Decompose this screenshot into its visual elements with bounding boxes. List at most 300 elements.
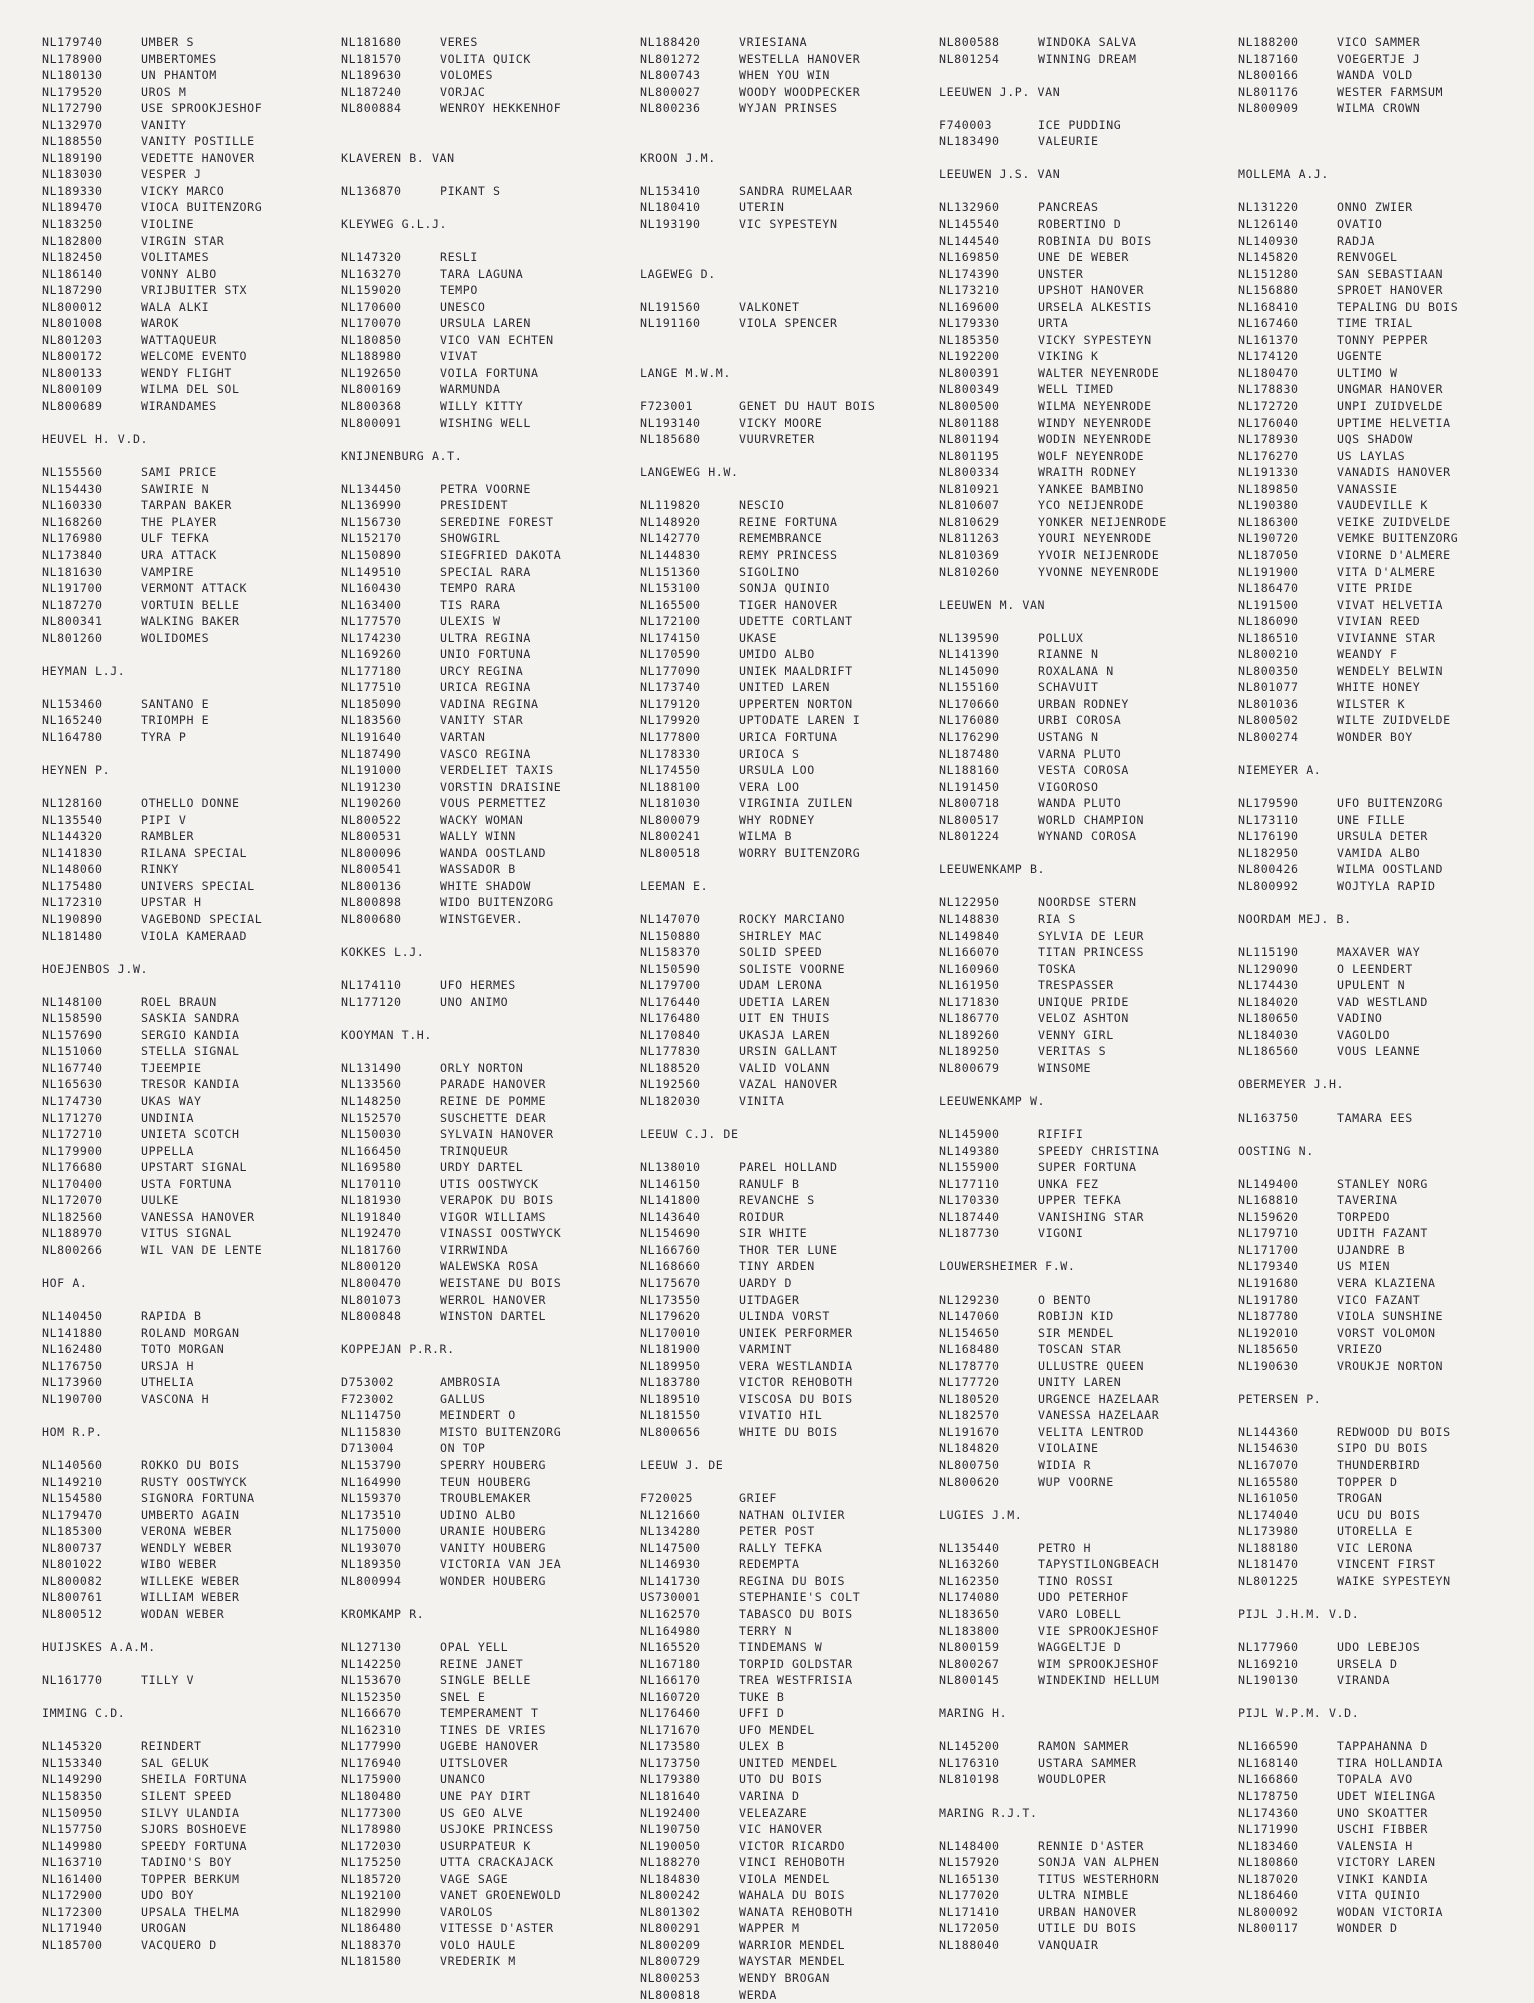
horse-name: TAMARA EES (1337, 1110, 1413, 1125)
horse-name: VORTUIN BELLE (141, 597, 240, 612)
horse-entry (1238, 1275, 1498, 1292)
horse-name: TREA WESTFRISIA (739, 1673, 853, 1688)
registration-code: NL127130 (341, 1640, 402, 1655)
horse-entry (42, 1788, 340, 1805)
horse-name: UNIETA SCOTCH (141, 1127, 240, 1142)
horse-entry (640, 944, 938, 961)
horse-name: NESCIO (739, 498, 785, 513)
horse-name: UKASE (739, 630, 777, 645)
horse-name: ROLAND MORGAN (141, 1325, 240, 1340)
registration-code: NL168260 (42, 514, 103, 529)
registration-code: NL179120 (640, 696, 701, 711)
registration-code: NL185650 (1238, 1342, 1299, 1357)
registration-code: NL136870 (341, 183, 402, 198)
registration-code: NL191640 (341, 729, 402, 744)
horse-name: US GEO ALVE (440, 1805, 524, 1820)
horse-name: VIC HANOVER (739, 1822, 823, 1837)
horse-name: ULLUSTRE QUEEN (1038, 1358, 1145, 1373)
horse-entry (1238, 282, 1498, 299)
horse-name: URSULA LOO (739, 763, 815, 778)
horse-entry (939, 729, 1237, 746)
registration-code: NL145820 (1238, 250, 1299, 265)
horse-name: VONNY ALBO (141, 266, 217, 281)
registration-code: NL800848 (341, 1309, 402, 1324)
horse-entry (939, 199, 1237, 216)
horse-entry (1238, 1838, 1498, 1855)
horse-name: URDY DARTEL (440, 1160, 524, 1175)
horse-name: WAROK (141, 316, 179, 331)
horse-entry (640, 1043, 938, 1060)
horse-entry (939, 299, 1237, 316)
owner-heading: LEEUWEN M. VAN (939, 597, 1046, 612)
registration-code: NL186470 (1238, 581, 1299, 596)
horse-entry (1238, 1738, 1498, 1755)
horse-name: ULEXIS W (440, 614, 501, 629)
horse-entry (341, 564, 639, 581)
horse-entry (1238, 1573, 1498, 1590)
registration-code: NL178770 (939, 1358, 1000, 1373)
registration-code: NL801188 (939, 415, 1000, 430)
horse-name: WILTE ZUIDVELDE (1337, 713, 1451, 728)
registration-code: NL191560 (640, 299, 701, 314)
horse-name: SONJA VAN ALPHEN (1038, 1855, 1160, 1870)
horse-entry (939, 977, 1237, 994)
horse-name: VIVAT HELVETIA (1337, 597, 1444, 612)
horse-entry (939, 547, 1237, 564)
horse-entry (341, 315, 639, 332)
registration-code: NL800079 (640, 812, 701, 827)
horse-entry (640, 1920, 938, 1937)
registration-code: NL143640 (640, 1209, 701, 1224)
registration-code: NL800743 (640, 68, 701, 83)
registration-code: NL800898 (341, 895, 402, 910)
horse-name: UFO HERMES (440, 978, 516, 993)
horse-name: VOUS PERMETTEZ (440, 796, 547, 811)
horse-name: WELL TIMED (1038, 382, 1114, 397)
registration-code: NL140450 (42, 1309, 103, 1324)
horse-entry (341, 249, 639, 266)
horse-entry (1238, 861, 1498, 878)
horse-entry (42, 1904, 340, 1921)
horse-name: RUSTY OOSTWYCK (141, 1474, 248, 1489)
horse-name: TONNY PEPPER (1337, 332, 1428, 347)
registration-code: NL189470 (42, 200, 103, 215)
horse-entry (341, 1474, 639, 1491)
registration-code: NL178330 (640, 746, 701, 761)
horse-entry (1238, 1805, 1498, 1822)
horse-name: VASCONA H (141, 1391, 210, 1406)
horse-entry (1238, 514, 1498, 531)
horse-entry (42, 1490, 340, 1507)
blank-line (1238, 1589, 1498, 1606)
horse-entry (640, 663, 938, 680)
horse-name: UROGAN (141, 1921, 187, 1936)
horse-name: UPSTAR H (141, 895, 202, 910)
horse-name: TORPEDO (1337, 1209, 1391, 1224)
registration-code: NL179740 (42, 35, 103, 49)
registration-code: NL177800 (640, 729, 701, 744)
owner-heading: HOF A. (42, 1276, 88, 1291)
horse-entry (640, 1292, 938, 1309)
horse-entry (341, 845, 639, 862)
horse-name: UNIVERS SPECIAL (141, 878, 255, 893)
horse-name: WASSADOR B (440, 862, 516, 877)
owner-heading: MARING H. (939, 1706, 1008, 1721)
registration-code: NL182990 (341, 1904, 402, 1919)
registration-code: NL800027 (640, 84, 701, 99)
horse-entry (939, 1341, 1237, 1358)
horse-name: UTIS OOSTWYCK (440, 1176, 539, 1191)
horse-name: SERGIO KANDIA (141, 1027, 240, 1042)
horse-name: VOLO HAULE (440, 1937, 516, 1952)
horse-entry (341, 1407, 639, 1424)
horse-entry (640, 1407, 938, 1424)
blank-line (341, 1325, 639, 1342)
horse-name: VIOLA SPENCER (739, 316, 838, 331)
horse-name: TINDEMANS W (739, 1640, 823, 1655)
registration-code: NL184020 (1238, 994, 1299, 1009)
registration-code: NL176460 (640, 1706, 701, 1721)
horse-entry (42, 1027, 340, 1044)
registration-code: NL177570 (341, 614, 402, 629)
horse-entry (640, 613, 938, 630)
registration-code: NL192560 (640, 1077, 701, 1092)
horse-entry (42, 812, 340, 829)
horse-entry (341, 1689, 639, 1706)
horse-name: VERITAS S (1038, 1044, 1107, 1059)
horse-name: WISHING WELL (440, 415, 531, 430)
horse-entry (939, 332, 1237, 349)
horse-name: VICKY MOORE (739, 415, 823, 430)
horse-name: WEANDY F (1337, 647, 1398, 662)
horse-name: ONNO ZWIER (1337, 200, 1413, 215)
registration-code: NL148400 (939, 1838, 1000, 1853)
registration-code: NL164990 (341, 1474, 402, 1489)
registration-code: NL162480 (42, 1342, 103, 1357)
horse-name: PETRO H (1038, 1540, 1092, 1555)
horse-entry (939, 1771, 1237, 1788)
blank-line (640, 117, 938, 134)
blank-line (640, 481, 938, 498)
registration-code: NL147500 (640, 1540, 701, 1555)
horse-name: SIR MENDEL (1038, 1325, 1114, 1340)
horse-entry (341, 1540, 639, 1557)
horse-name: STANLEY NORG (1337, 1176, 1428, 1191)
horse-entry (939, 249, 1237, 266)
registration-code: NL801224 (939, 829, 1000, 844)
registration-code: NL161950 (939, 978, 1000, 993)
registration-code: NL181900 (640, 1342, 701, 1357)
horse-name: WINSTON DARTEL (440, 1309, 547, 1324)
blank-line (1238, 1093, 1498, 1110)
horse-entry (640, 1159, 938, 1176)
horse-name: USJOKE PRINCESS (440, 1822, 554, 1837)
horse-name: UN PHANTOM (141, 68, 217, 83)
horse-name: ICE PUDDING (1038, 117, 1122, 132)
horse-entry (1238, 1904, 1498, 1921)
blank-line (341, 133, 639, 150)
horse-name: URBAN HANOVER (1038, 1904, 1137, 1919)
horse-entry (939, 1838, 1237, 1855)
horse-entry (640, 183, 938, 200)
horse-name: WONDER D (1337, 1921, 1398, 1936)
horse-name: UNITED MENDEL (739, 1755, 838, 1770)
horse-name: SPROET HANOVER (1337, 283, 1444, 298)
horse-name: VITE PRIDE (1337, 581, 1413, 596)
horse-name: TYRA P (141, 729, 187, 744)
registration-code: NL148830 (939, 911, 1000, 926)
horse-name: UQS SHADOW (1337, 432, 1413, 447)
horse-entry (939, 646, 1237, 663)
horse-entry (1238, 564, 1498, 581)
horse-name: VOUS LEANNE (1337, 1044, 1421, 1059)
registration-code: NL170590 (640, 647, 701, 662)
horse-entry (42, 729, 340, 746)
registration-code: NL172710 (42, 1127, 103, 1142)
horse-entry (341, 381, 639, 398)
horse-entry (1238, 1043, 1498, 1060)
registration-code: NL162570 (640, 1606, 701, 1621)
registration-code: NL800145 (939, 1673, 1000, 1688)
horse-name: UITSLOVER (440, 1755, 509, 1770)
registration-code: NL179340 (1238, 1259, 1299, 1274)
horse-name: GALLUS (440, 1391, 486, 1406)
horse-name: OTHELLO DONNE (141, 796, 240, 811)
horse-name: TOPALA AVO (1337, 1772, 1413, 1787)
registration-code: NL801176 (1238, 84, 1299, 99)
blank-line (939, 845, 1237, 862)
registration-code: NL174150 (640, 630, 701, 645)
horse-entry (939, 1887, 1237, 1904)
registration-code: NL162310 (341, 1722, 402, 1737)
registration-code: NL188100 (640, 779, 701, 794)
horse-name: SEREDINE FOREST (440, 514, 554, 529)
horse-entry (1238, 994, 1498, 1011)
registration-code: NL122950 (939, 895, 1000, 910)
blank-line (1238, 1060, 1498, 1077)
horse-name: VAMPIRE (141, 564, 195, 579)
horse-name: UTO DU BOIS (739, 1772, 823, 1787)
horse-name: VIOLAINE (1038, 1441, 1099, 1456)
horse-entry (42, 514, 340, 531)
registration-code: NL800092 (1238, 1904, 1299, 1919)
horse-name: UDITH FAZANT (1337, 1226, 1428, 1241)
horse-entry (341, 779, 639, 796)
horse-name: WOLF NEYENRODE (1038, 448, 1145, 463)
horse-entry (939, 1060, 1237, 1077)
horse-name: VIOLA KAMERAAD (141, 928, 248, 943)
blank-line (1238, 1159, 1498, 1176)
registration-code: NL132960 (939, 200, 1000, 215)
registration-code: NL162350 (939, 1573, 1000, 1588)
horse-entry (939, 1573, 1237, 1590)
horse-entry (640, 597, 938, 614)
horse-entry (1238, 266, 1498, 283)
blank-line (42, 1440, 340, 1457)
listing-column (939, 34, 1237, 1997)
registration-code: NL170840 (640, 1027, 701, 1042)
registration-code: NL166070 (939, 945, 1000, 960)
horse-entry (42, 216, 340, 233)
horse-name: WINSTGEVER. (440, 911, 524, 926)
horse-entry (1238, 448, 1498, 465)
blank-line (42, 977, 340, 994)
listing-column (341, 34, 639, 1997)
blank-line (939, 1076, 1237, 1093)
horse-entry (939, 1556, 1237, 1573)
horse-name: WRAITH RODNEY (1038, 465, 1137, 480)
horse-entry (640, 580, 938, 597)
horse-entry (1238, 1341, 1498, 1358)
horse-entry (341, 994, 639, 1011)
registration-code: NL186090 (1238, 614, 1299, 629)
horse-name: TAVERINA (1337, 1193, 1398, 1208)
owner-heading: LEEUWENKAMP W. (939, 1094, 1046, 1108)
horse-entry (341, 630, 639, 647)
owner-heading: LEEUWENKAMP B. (939, 862, 1046, 877)
horse-name: UNITY LAREN (1038, 1375, 1122, 1390)
registration-code: NL163260 (939, 1557, 1000, 1572)
horse-name: YOURI NEYENRODE (1038, 531, 1152, 546)
horse-name: THE PLAYER (141, 514, 217, 529)
horse-entry (640, 1424, 938, 1441)
horse-entry (939, 928, 1237, 945)
registration-code: NL154630 (1238, 1441, 1299, 1456)
horse-entry (341, 1771, 639, 1788)
horse-name: VRIEZO (1337, 1342, 1383, 1357)
horse-name: UMIDO ALBO (739, 647, 815, 662)
horse-name: ULF TEFKA (141, 531, 210, 546)
horse-name: VRIJBUITER STX (141, 283, 248, 298)
horse-name: WARMUNDA (440, 382, 501, 397)
registration-code: NL173510 (341, 1507, 402, 1522)
registration-code: NL800761 (42, 1590, 103, 1605)
horse-entry (341, 679, 639, 696)
horse-entry (341, 1440, 639, 1457)
blank-line (939, 1689, 1237, 1706)
horse-name: VANITY HOUBERG (440, 1540, 547, 1555)
horse-entry (42, 597, 340, 614)
horse-name: VARO LOBELL (1038, 1606, 1122, 1621)
blank-line (42, 1292, 340, 1309)
blank-line (939, 1821, 1237, 1838)
registration-code: NL150890 (341, 547, 402, 562)
registration-code: NL180470 (1238, 365, 1299, 380)
horse-name: VACQUERO D (141, 1937, 217, 1952)
registration-code: NL176040 (1238, 415, 1299, 430)
horse-name: ULTRA NIMBLE (1038, 1888, 1129, 1903)
horse-entry (640, 1788, 938, 1805)
horse-entry (939, 1192, 1237, 1209)
registration-code: NL175480 (42, 878, 103, 893)
registration-code: NL147320 (341, 250, 402, 265)
horse-entry (42, 696, 340, 713)
registration-code: NL176480 (640, 1011, 701, 1026)
horse-entry (939, 1656, 1237, 1673)
registration-code: NL179520 (42, 84, 103, 99)
horse-name: SHEILA FORTUNA (141, 1772, 248, 1787)
horse-entry (42, 133, 340, 150)
horse-entry (1238, 398, 1498, 415)
registration-code: NL153460 (42, 696, 103, 711)
horse-name: WENDLY WEBER (141, 1540, 232, 1555)
horse-entry (939, 679, 1237, 696)
horse-entry (640, 1639, 938, 1656)
horse-name: WOODY WOODPECKER (739, 84, 861, 99)
horse-name: TITUS WESTERHORN (1038, 1871, 1160, 1886)
registration-code: NL177090 (640, 663, 701, 678)
horse-entry (640, 1010, 938, 1027)
horse-entry (640, 199, 938, 216)
horse-name: TOSCAN STAR (1038, 1342, 1122, 1357)
horse-name: URSELA ALKESTIS (1038, 299, 1152, 314)
horse-name: WANDA PLUTO (1038, 796, 1122, 811)
registration-code: NL185090 (341, 696, 402, 711)
horse-name: UARDY D (739, 1276, 793, 1291)
horse-entry (1238, 828, 1498, 845)
horse-entry (939, 911, 1237, 928)
registration-code: NL190260 (341, 796, 402, 811)
horse-name: WAGGELTJE D (1038, 1640, 1122, 1655)
horse-name: SNEL E (440, 1689, 486, 1704)
horse-entry (42, 1209, 340, 1226)
owner-heading: MARING R.J.T. (939, 1805, 1038, 1820)
horse-name: VUURVRETER (739, 432, 815, 447)
registration-code: NL129230 (939, 1292, 1000, 1307)
blank-line (42, 779, 340, 796)
registration-code: NL149840 (939, 928, 1000, 943)
registration-code: NL155560 (42, 465, 103, 480)
registration-code: NL181570 (341, 51, 402, 66)
horse-name: URSELA D (1337, 1656, 1398, 1671)
horse-name: WANATA REHOBOTH (739, 1904, 853, 1919)
registration-code: NL181640 (640, 1788, 701, 1803)
horse-entry (640, 1242, 938, 1259)
horse-name: TABASCO DU BOIS (739, 1606, 853, 1621)
registration-code: NL177830 (640, 1044, 701, 1059)
horse-name: YVOIR NEIJENRODE (1038, 547, 1160, 562)
registration-code: NL188520 (640, 1060, 701, 1075)
horse-name: REINE DE POMME (440, 1094, 547, 1108)
horse-entry (341, 597, 639, 614)
horse-name: WIDO BUITENZORG (440, 895, 554, 910)
horse-name: ROCKY MARCIANO (739, 911, 846, 926)
horse-entry (42, 1755, 340, 1772)
horse-entry (42, 233, 340, 250)
registration-code: NL171670 (640, 1722, 701, 1737)
blank-line (640, 133, 938, 150)
blank-line (1238, 1689, 1498, 1706)
blank-line (42, 1407, 340, 1424)
registration-code: NL800588 (939, 35, 1000, 49)
horse-entry (640, 1771, 938, 1788)
horse-name: WODIN NEYENRODE (1038, 432, 1152, 447)
registration-code: NL188200 (1238, 35, 1299, 49)
owner-heading: HUIJSKES A.A.M. (42, 1640, 156, 1655)
horse-entry (939, 1904, 1237, 1921)
horse-name: VIC LERONA (1337, 1540, 1413, 1555)
horse-entry (341, 878, 639, 895)
horse-entry (640, 1606, 938, 1623)
registration-code: NL190720 (1238, 531, 1299, 546)
registration-code: NL190380 (1238, 498, 1299, 513)
registration-code: NL191500 (1238, 597, 1299, 612)
horse-name: SAL GELUK (141, 1755, 210, 1770)
registration-code: NL180850 (341, 332, 402, 347)
registration-code: NL174360 (1238, 1805, 1299, 1820)
horse-name: WEISTANE DU BOIS (440, 1276, 562, 1291)
horse-entry (640, 1325, 938, 1342)
